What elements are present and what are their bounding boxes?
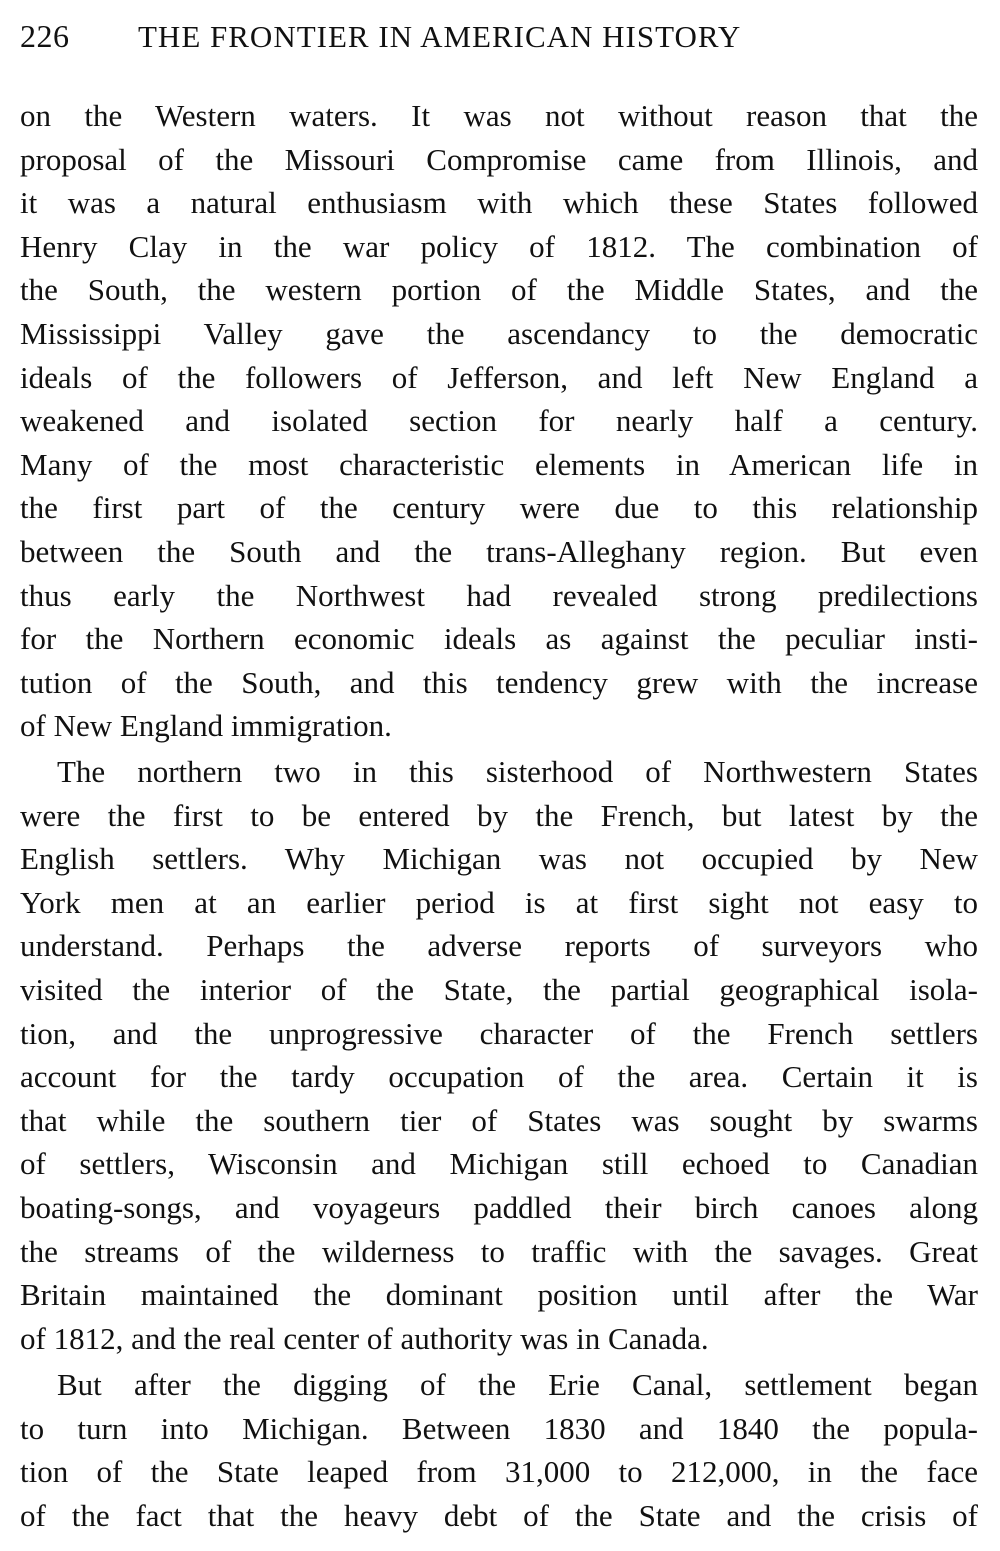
text-line: were the first to be entered by the French, but latest by the bbox=[20, 797, 978, 833]
text-line: of settlers, Wisconsin and Michigan still echoed to Canadian bbox=[20, 1146, 978, 1182]
text-line: account for the tardy occupation of the area. Certain it is bbox=[20, 1059, 978, 1095]
paragraph-1 bbox=[20, 94, 978, 748]
text-line: that while the southern tier of States was sought by swarms bbox=[20, 1102, 978, 1138]
text-line: The northern two in this sisterhood of Northwestern States bbox=[57, 754, 978, 789]
text-line: tion, and the unprogressive character of the French settlers bbox=[20, 1015, 978, 1051]
text-line: thus early the Northwest had revealed strong predilections bbox=[20, 577, 978, 613]
paragraph-3 bbox=[20, 1363, 978, 1537]
text-line: tution of the South, and this tendency grew with the increase bbox=[20, 664, 978, 700]
text-line: Many of the most characteristic elements in American life in bbox=[20, 446, 978, 482]
text-line: of 1812, and the real center of authority was in Canada. bbox=[20, 1320, 709, 1356]
text-line: of the fact that the heavy debt of the State and the crisis of bbox=[20, 1497, 978, 1533]
running-title: THE FRONTIER IN AMERICAN HISTORY bbox=[138, 19, 742, 54]
text-line: York men at an earlier period is at first sight not easy to bbox=[20, 884, 978, 920]
text-line: the South, the western portion of the Middle States, and the bbox=[20, 272, 978, 308]
text-line: Henry Clay in the war policy of 1812. The combination of bbox=[20, 228, 978, 264]
text-line: for the Northern economic ideals as against the peculiar insti- bbox=[20, 621, 978, 657]
page-number: 226 bbox=[20, 18, 70, 54]
text-line: weakened and isolated section for nearly half a century. bbox=[20, 403, 978, 439]
text-line: ideals of the followers of Jefferson, and left New England a bbox=[20, 359, 978, 395]
text-line: But after the digging of the Erie Canal, settlement began bbox=[57, 1367, 978, 1402]
text-line: on the Western waters. It was not without reason that the bbox=[20, 98, 978, 133]
text-line: Mississippi Valley gave the ascendancy to the democratic bbox=[20, 315, 978, 351]
text-line: proposal of the Missouri Compromise came from Illinois, and bbox=[20, 141, 978, 177]
text-line: visited the interior of the State, the partial geographical isola- bbox=[20, 971, 978, 1007]
text-line: the streams of the wilderness to traffic with the savages. Great bbox=[20, 1233, 978, 1269]
text-line: it was a natural enthusiasm with which these States followed bbox=[20, 185, 978, 221]
running-head bbox=[20, 14, 980, 58]
text-line: English settlers. Why Michigan was not occupied by New bbox=[20, 841, 978, 877]
text-line: the first part of the century were due to this relationship bbox=[20, 490, 978, 526]
text-line: Britain maintained the dominant position until after the War bbox=[20, 1277, 978, 1313]
text-line: tion of the State leaped from 31,000 to 212,000, in the face bbox=[20, 1454, 978, 1490]
text-line: understand. Perhaps the adverse reports of surveyors who bbox=[20, 928, 978, 964]
text-line: to turn into Michigan. Between 1830 and 1840 the popula- bbox=[20, 1410, 978, 1446]
paragraph-2 bbox=[20, 750, 978, 1360]
text-line: between the South and the trans-Alleghany region. But even bbox=[20, 533, 978, 569]
text-line: boating-songs, and voyageurs paddled their birch canoes along bbox=[20, 1189, 978, 1225]
text-line: of New England immigration. bbox=[20, 708, 392, 744]
